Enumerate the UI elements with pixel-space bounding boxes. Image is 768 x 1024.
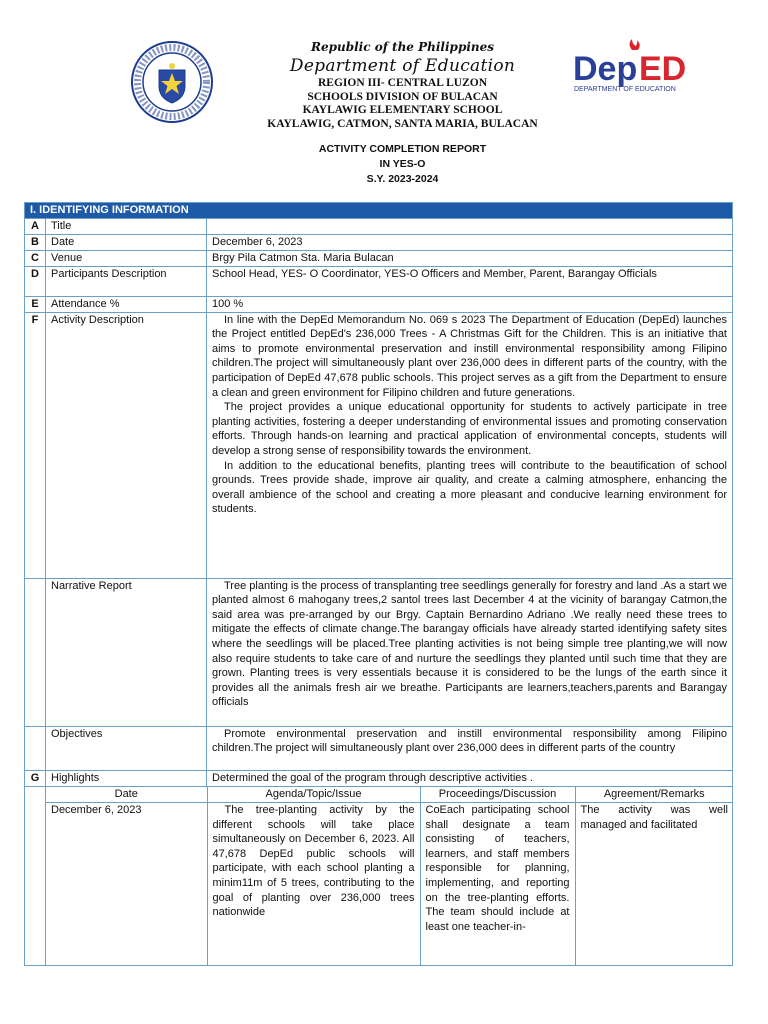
highlights-detail-row [25, 786, 733, 965]
row-letter [25, 578, 46, 726]
attendance-row [25, 296, 733, 312]
narrative-text: Tree planting is the process of transplanting tree seedlings generally for forestry and land .As a start we planted almost 6 mahogany trees,2 santol trees last December 4 at the vicinity of barangay Catmon,the said area was pre-arranged by our Brgy. Captain Bernardino Adriano .We really need these trees to mitigate the effects of climate change.The barangay officials have already started identifying safety sites where the seedlings will be placed.Tree planting activities is not being simple tree planting,we will now also require students to take care of and nurture the seedlings they planted until such time that they are grown. Planting trees is very essentials because it is considered to be the lungs of the earth since it provides all the animals fresh air we breathe. Participants are learners,teachers,parents and Barangay officials [207, 578, 733, 726]
department-line: Department of Education [289, 56, 516, 76]
objectives-row [25, 726, 733, 770]
report-title-line1: ACTIVITY COMPLETION REPORT [318, 143, 487, 155]
section-header-row [25, 203, 733, 219]
activity-paragraph-2: The project provides a unique educational opportunity for students to actively participate in tree planting activities, fostering a deeper understanding of environmental issues and promoting conservation efforts. Through hands-on learning and practical application of environmental concepts, students will develop a strong sense of responsibility towards the environment. [212, 401, 727, 457]
republic-line: Republic of the Philippines [310, 40, 495, 54]
cell-date: December 6, 2023 [46, 803, 207, 965]
row-value [207, 218, 733, 234]
narrative-row [25, 578, 733, 726]
report-title-line3: S.Y. 2023-2024 [366, 173, 439, 185]
svg-text:DEPARTMENT OF EDUCATION: DEPARTMENT OF EDUCATION [574, 86, 676, 93]
objectives-text: Promote environmental preservation and instill environmental responsibility among Filipino children.The project will simultaneously plant over 236,000 dees in different parts of the country [207, 726, 733, 770]
row-letter: C [25, 250, 46, 266]
school-line: KAYLAWIG ELEMENTARY SCHOOL [302, 104, 503, 116]
row-label: Date [46, 234, 207, 250]
report-title-line2: IN YES-O [379, 158, 426, 170]
activity-paragraph-3: In addition to the educational benefits, planting trees will contribute to the beautification of school grounds. Trees provide shade, improve air quality, and create a calming atmosphere, enhancing the overall ambience of the school and creating a more pleasant and conducive learning environment for students. [212, 459, 727, 516]
col-header-remarks: Agreement/Remarks [575, 787, 733, 803]
report-table [24, 202, 733, 966]
title-row [25, 218, 733, 234]
row-value: School Head, YES- O Coordinator, YES-O Officers and Member, Parent, Barangay Officials [207, 266, 733, 296]
highlights-data-row [46, 803, 733, 965]
col-header-proceedings: Proceedings/Discussion [420, 787, 575, 803]
participants-row [25, 266, 733, 296]
row-letter: E [25, 296, 46, 312]
row-label: Participants Description [46, 266, 207, 296]
row-label: Narrative Report [46, 578, 207, 726]
activity-paragraph-1: In line with the DepEd Memorandum No. 069 s 2023 The Department of Education (DepEd) launches the Project entitled DepEd's 236,000 Trees - A Christmas Gift for the Children. This is an initiative that aims to promote environmental preservation and instill environmental responsibility among Filipino children.The project will simultaneously plant over 236,000 dees in different parts of the country, with the participation of DepEd 47,678 public schools. This project serves as a gift from the Department to ensure a clean and green environment for Filipino children and future generations. [212, 313, 727, 399]
svg-text:ED: ED [639, 50, 687, 88]
cell-proceedings: CoEach participating school shall designate a team consisting of teachers, learners, and staff members responsible for planning, implementing, and reporting on the tree-planting efforts. The team should include at least one teacher-in- [420, 803, 575, 965]
highlights-table-cell [46, 786, 733, 965]
date-row [25, 234, 733, 250]
col-header-date: Date [46, 787, 207, 803]
row-label: Attendance % [46, 296, 207, 312]
row-letter: D [25, 266, 46, 296]
row-letter: G [25, 770, 46, 786]
address-line: KAYLAWIG, CATMON, SANTA MARIA, BULACAN [267, 117, 538, 130]
activity-description-row [25, 312, 733, 578]
row-letter: A [25, 218, 46, 234]
svg-text:Dep: Dep [573, 50, 638, 88]
section-title: I. IDENTIFYING INFORMATION [25, 203, 733, 219]
region-line: REGION III- CENTRAL LUZON [317, 77, 488, 89]
highlights-table [46, 787, 733, 965]
col-header-agenda: Agenda/Topic/Issue [207, 787, 420, 803]
row-letter: B [25, 234, 46, 250]
row-letter [25, 786, 46, 965]
cell-agenda: The tree-planting activity by the different schools will take place simultaneously on December 6, 2023. All 47,678 DepEd public schools will participate, with each school planting a minim11m of 5 trees, contributing to the goal of planting over 236,000 trees nationwide [207, 803, 420, 965]
highlights-header-row [46, 787, 733, 803]
cell-remarks: The activity was well managed and facilitated [575, 803, 733, 965]
row-label: Title [46, 218, 207, 234]
row-label: Objectives [46, 726, 207, 770]
row-value: Determined the goal of the program through descriptive activities . [207, 770, 733, 786]
row-label: Activity Description [46, 312, 207, 578]
highlights-row [25, 770, 733, 786]
venue-row [25, 250, 733, 266]
row-letter [25, 726, 46, 770]
row-value: 100 % [207, 296, 733, 312]
report-title [200, 142, 605, 187]
letterhead [200, 40, 605, 131]
row-label: Highlights [46, 770, 207, 786]
row-value [207, 312, 733, 578]
row-label: Venue [46, 250, 207, 266]
row-letter: F [25, 312, 46, 578]
deped-logo-icon [572, 38, 702, 94]
row-value: December 6, 2023 [207, 234, 733, 250]
division-line: SCHOOLS DIVISION OF BULACAN [307, 90, 498, 103]
row-value: Brgy Pila Catmon Sta. Maria Bulacan [207, 250, 733, 266]
